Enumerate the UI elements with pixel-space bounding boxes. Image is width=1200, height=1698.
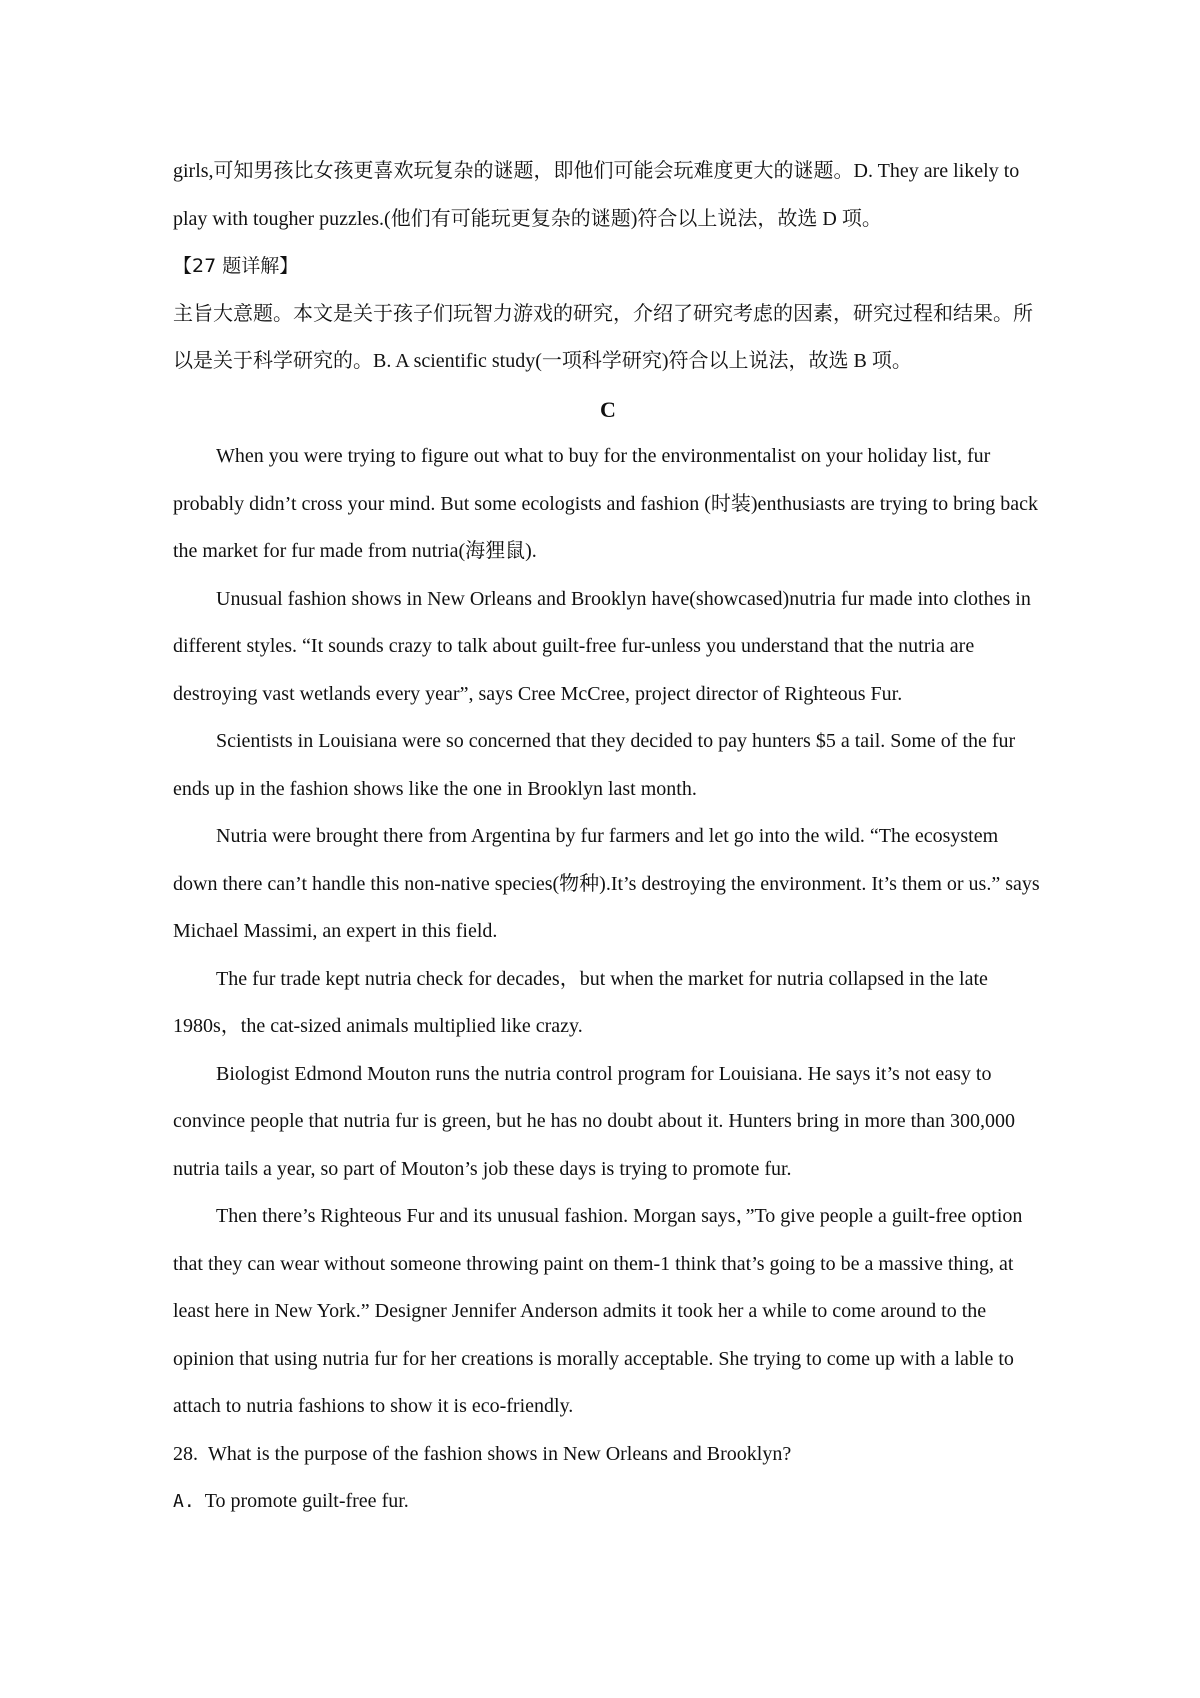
option-text: To promote guilt-free fur. xyxy=(204,1490,409,1512)
q27-heading: 【27 题详解】 xyxy=(173,255,299,277)
passage-section-letter: C xyxy=(600,396,616,422)
previous-answer-continuation: girls,可知男孩比女孩更喜欢玩复杂的谜题，即他们可能会玩难度更大的谜题。D. They are likely to play with tougher puzzles.(他们有可能玩更复杂的谜题)符合以上说法，故选 D 项。 xyxy=(173,160,1020,230)
passage-paragraph: Unusual fashion shows in New Orleans and Brooklyn have(showcased)nutria fur made into clothes in different styles. “It sounds crazy to talk about guilt-free fur-unless you understand that the nutria are destroying vast wetlands every year”, says Cree McCree, project director of Righteous Fur. xyxy=(173,587,1031,705)
question-number: 28. xyxy=(173,1442,198,1465)
question-text: What is the purpose of the fashion shows in New Orleans and Brooklyn? xyxy=(208,1442,792,1465)
option-letter: A. xyxy=(173,1491,195,1512)
q27-explanation: 主旨大意题。本文是关于孩子们玩智力游戏的研究，介绍了研究考虑的因素，研究过程和结果。所以是关于科学研究的。B. A scientific study(一项科学研究)符合以上说法，故选 B 项。 xyxy=(173,302,1033,372)
question-28 xyxy=(173,1431,1043,1479)
passage-paragraph: Scientists in Louisiana were so concerned that they decided to pay hunters $5 a tail. Some of the fur ends up in the fashion shows like the one in Brooklyn last month. xyxy=(173,730,1016,800)
document-content xyxy=(173,148,1043,1526)
passage-paragraph: When you were trying to figure out what to buy for the environmentalist on your holiday list, fur probably didn’t cross your mind. But some ecologists and fashion (时装)enthusiasts are trying to bring back the market for fur made from nutria(海狸鼠). xyxy=(173,445,1039,562)
passage-paragraph: Then there’s Righteous Fur and its unusual fashion. Morgan says，”To give people a guilt-free option that they can wear without someone throwing paint on them-1 think that’s going to be a massive thing, at least here in New York.” Designer Jennifer Anderson admits it took her a while to come around to the opinion that using nutria fur for her creations is morally acceptable. She trying to come up with a lable to attach to nutria fashions to show it is eco-friendly. xyxy=(173,1205,1023,1417)
passage-paragraph: The fur trade kept nutria check for decades，but when the market for nutria collapsed in the late 1980s，the cat-sized animals multiplied like crazy. xyxy=(173,967,988,1037)
answer-option xyxy=(173,1478,1043,1526)
passage-paragraph: Nutria were brought there from Argentina by fur farmers and let go into the wild. “The ecosystem down there can’t handle this non-native species(物种).It’s destroying the environment. It’s them or us.” says Michael Massimi, an expert in this field. xyxy=(173,825,1040,942)
passage-paragraph: Biologist Edmond Mouton runs the nutria control program for Louisiana. He says it’s not easy to convince people that nutria fur is green, but he has no doubt about it. Hunters bring in more than 300,000 nutria tails a year, so part of Mouton’s job these days is trying to promote fur. xyxy=(173,1062,1016,1180)
